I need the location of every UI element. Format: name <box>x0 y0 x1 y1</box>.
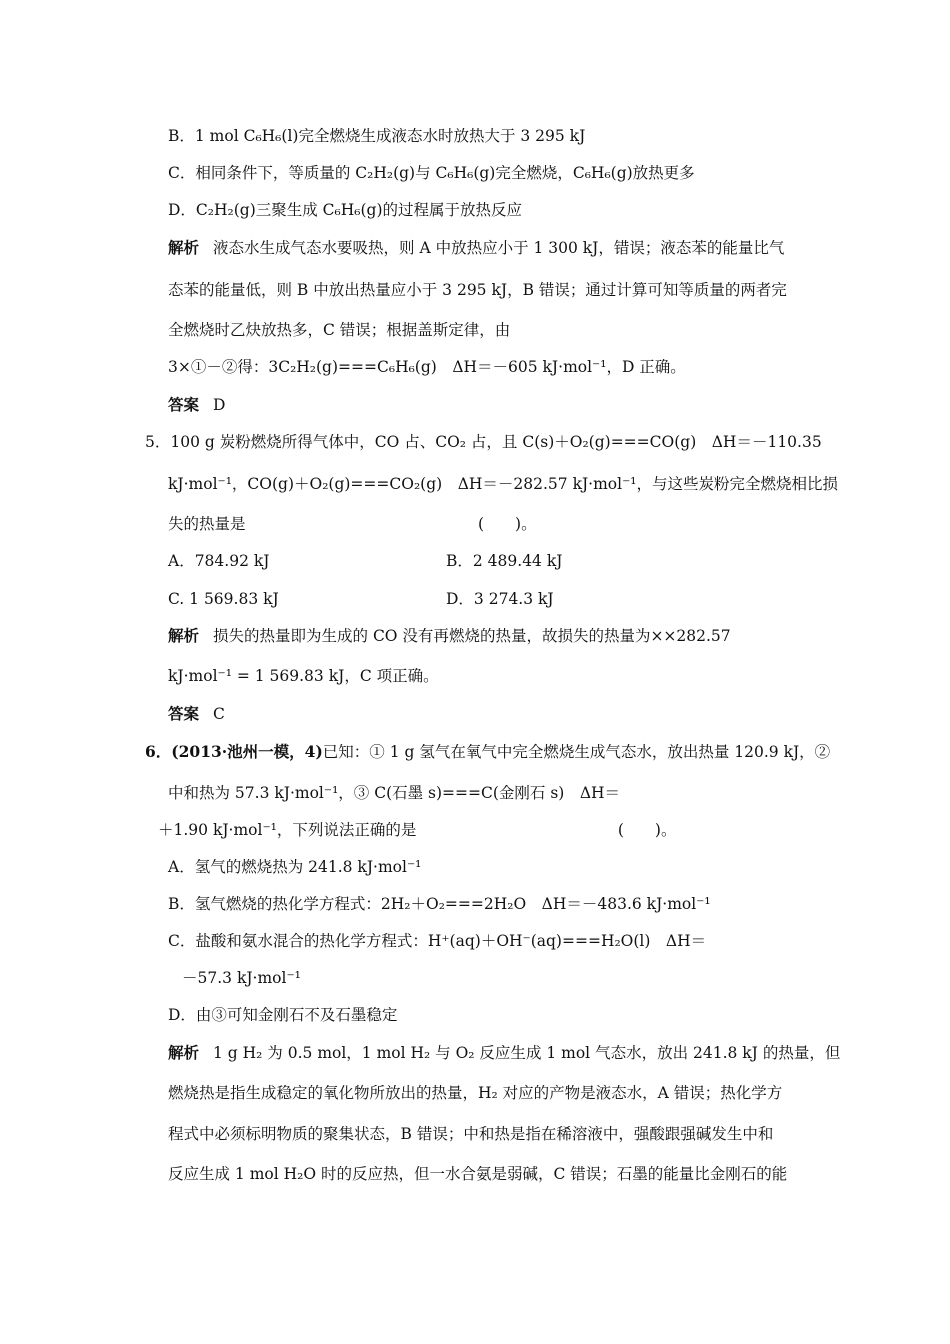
q6-analysis-line-4: 反应生成 1 mol H₂O 时的反应热，但一水合氨是弱碱，C 错误；石墨的能量比金刚石的能 <box>168 1165 788 1183</box>
q6-stem-text-1: 已知：① 1 g 氢气在氧气中完全燃烧生成气态水，放出热量 120.9 kJ，② <box>322 743 831 761</box>
q6-stem-line-2: 中和热为 57.3 kJ·mol⁻¹，③ C(石墨 s)===C(金刚石 s) ΔH＝ <box>168 784 621 802</box>
q4-analysis-line-2: 态苯的能量低，则 B 中放出热量应小于 3 295 kJ，B 错误；通过计算可知等质量的两者完 <box>168 281 787 299</box>
q6-stem-line-1 <box>145 742 830 762</box>
q5-answer-label: 答案 <box>168 704 200 723</box>
q4-option-c: C．相同条件下，等质量的 C₂H₂(g)与 C₆H₆(g)完全燃烧，C₆H₆(g)放热更多 <box>168 164 695 182</box>
q4-analysis-line-4: 3×①－②得：3C₂H₂(g)===C₆H₆(g) ΔH＝－605 kJ·mol⁻¹，D 正确。 <box>168 358 686 376</box>
q4-option-d: D．C₂H₂(g)三聚生成 C₆H₆(g)的过程属于放热反应 <box>168 201 522 219</box>
q4-option-b: B．1 mol C₆H₆(l)完全燃烧生成液态水时放热大于 3 295 kJ <box>168 127 586 145</box>
q6-option-c-line-1: C．盐酸和氨水混合的热化学方程式：H⁺(aq)＋OH⁻(aq)===H₂O(l) ΔH＝ <box>168 932 707 950</box>
q4-analysis-label: 解析 <box>168 238 200 257</box>
q5-option-a: A．784.92 kJ <box>168 552 270 570</box>
q5-analysis-label: 解析 <box>168 626 200 645</box>
q5-option-b: B．2 489.44 kJ <box>446 552 563 570</box>
q6-analysis-label: 解析 <box>168 1043 200 1062</box>
q5-option-d: D．3 274.3 kJ <box>446 590 554 608</box>
q5-analysis-line-2: kJ·mol⁻¹ = 1 569.83 kJ，C 项正确。 <box>168 667 439 685</box>
q5-stem-line-1: 5．100 g 炭粉燃烧所得气体中，CO 占、CO₂ 占，且 C(s)＋O₂(g)===CO(g) ΔH＝－110.35 <box>145 433 822 451</box>
q6-option-a: A．氢气的燃烧热为 241.8 kJ·mol⁻¹ <box>168 858 422 876</box>
q6-analysis-line-3: 程式中必须标明物质的聚集状态，B 错误；中和热是指在稀溶液中，强酸跟强碱发生中和 <box>168 1125 774 1143</box>
q5-stem-line-3: 失的热量是 ( )。 <box>168 515 537 533</box>
q4-answer <box>168 395 225 415</box>
q5-answer <box>168 704 225 724</box>
q6-analysis-text-1: 1 g H₂ 为 0.5 mol，1 mol H₂ 与 O₂ 反应生成 1 mol 气态水，放出 241.8 kJ 的热量，但 <box>213 1044 841 1062</box>
q6-option-b: B．氢气燃烧的热化学方程式：2H₂＋O₂===2H₂O ΔH＝－483.6 kJ·mol⁻¹ <box>168 895 711 913</box>
q6-source: 6．(2013·池州一模，4) <box>145 742 323 761</box>
q5-options-row-1 <box>168 551 768 571</box>
q6-stem-line-3: ＋1.90 kJ·mol⁻¹，下列说法正确的是 ( )。 <box>158 821 677 839</box>
q6-option-c-line-2: －57.3 kJ·mol⁻¹ <box>182 969 301 987</box>
q4-answer-label: 答案 <box>168 395 200 414</box>
q4-analysis-line-1 <box>168 238 784 258</box>
q6-option-d: D．由③可知金刚石不及石墨稳定 <box>168 1006 398 1024</box>
q5-analysis-text-1: 损失的热量即为生成的 CO 没有再燃烧的热量，故损失的热量为××282.57 <box>213 627 731 645</box>
q5-option-c: C. 1 569.83 kJ <box>168 590 279 608</box>
q5-answer-value: C <box>213 705 225 723</box>
q6-analysis-line-1 <box>168 1043 840 1063</box>
q5-options-row-2 <box>168 589 768 609</box>
q5-analysis-line-1 <box>168 626 731 646</box>
q5-stem-line-2: kJ·mol⁻¹，CO(g)＋O₂(g)===CO₂(g) ΔH＝－282.57 kJ·mol⁻¹，与这些炭粉完全燃烧相比损 <box>168 475 838 493</box>
q6-analysis-line-2: 燃烧热是指生成稳定的氧化物所放出的热量，H₂ 对应的产物是液态水，A 错误；热化学方 <box>168 1084 783 1102</box>
q4-analysis-text-1: 液态水生成气态水要吸热，则 A 中放热应小于 1 300 kJ，错误；液态苯的能量比气 <box>213 239 785 257</box>
q4-analysis-line-3: 全燃烧时乙炔放热多，C 错误；根据盖斯定律，由 <box>168 321 511 339</box>
q4-answer-value: D <box>213 396 226 414</box>
